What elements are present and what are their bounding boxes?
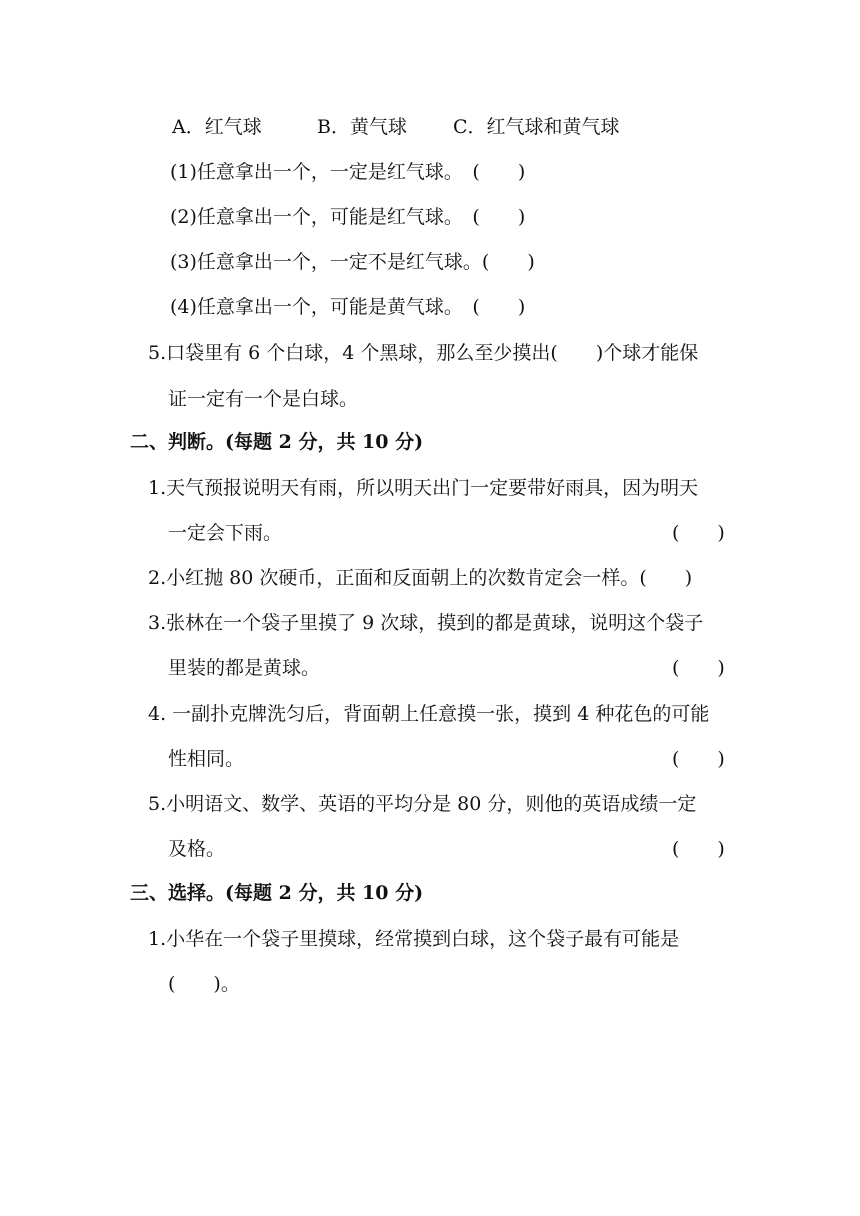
- judge-q5-answer-paren: ( ): [672, 838, 725, 860]
- judge-q4-line-2: 性相同。: [168, 748, 245, 770]
- section-3-heading: 三、选择。(每题 2 分，共 10 分): [130, 882, 424, 904]
- judge-q1-answer-paren: ( ): [672, 522, 725, 544]
- sub-question-2: (2)任意拿出一个，可能是红气球。 ( ): [170, 206, 526, 228]
- judge-q1-line-2: 一定会下雨。: [168, 522, 283, 544]
- judge-q3-answer-paren: ( ): [672, 657, 725, 679]
- options-row: [172, 115, 620, 139]
- judge-q4-line-1: 4. 一副扑克牌洗匀后，背面朝上任意摸一张，摸到 4 种花色的可能: [148, 703, 710, 725]
- option-b: B．黄气球: [317, 116, 407, 138]
- judge-q5-line-1: 5.小明语文、数学、英语的平均分是 80 分，则他的英语成绩一定: [148, 793, 697, 815]
- section-2-heading: 二、判断。(每题 2 分，共 10 分): [130, 431, 424, 453]
- question-5-line-2: 证一定有一个是白球。: [168, 388, 359, 410]
- sub-question-1: (1)任意拿出一个，一定是红气球。 ( ): [170, 161, 526, 183]
- option-c: C．红气球和黄气球: [453, 116, 620, 138]
- sub-question-3: (3)任意拿出一个，一定不是红气球。( ): [170, 251, 535, 273]
- judge-q2: 2.小红抛 80 次硬币，正面和反面朝上的次数肯定会一样。( ): [148, 567, 693, 589]
- question-5-line-1: 5.口袋里有 6 个白球，4 个黑球，那么至少摸出( )个球才能保: [148, 342, 699, 364]
- judge-q1-line-1: 1.天气预报说明天有雨，所以明天出门一定要带好雨具，因为明天: [148, 477, 699, 499]
- judge-q3-line-1: 3.张林在一个袋子里摸了 9 次球，摸到的都是黄球，说明这个袋子: [148, 612, 704, 634]
- choice-q1-line-2: ( )。: [168, 973, 240, 995]
- judge-q3-line-2: 里装的都是黄球。: [168, 657, 321, 679]
- judge-q5-line-2: 及格。: [168, 838, 226, 860]
- sub-question-4: (4)任意拿出一个，可能是黄气球。 ( ): [170, 296, 526, 318]
- judge-q4-answer-paren: ( ): [672, 748, 725, 770]
- choice-q1-line-1: 1.小华在一个袋子里摸球，经常摸到白球，这个袋子最有可能是: [148, 928, 680, 950]
- option-a: A．红气球: [172, 116, 262, 138]
